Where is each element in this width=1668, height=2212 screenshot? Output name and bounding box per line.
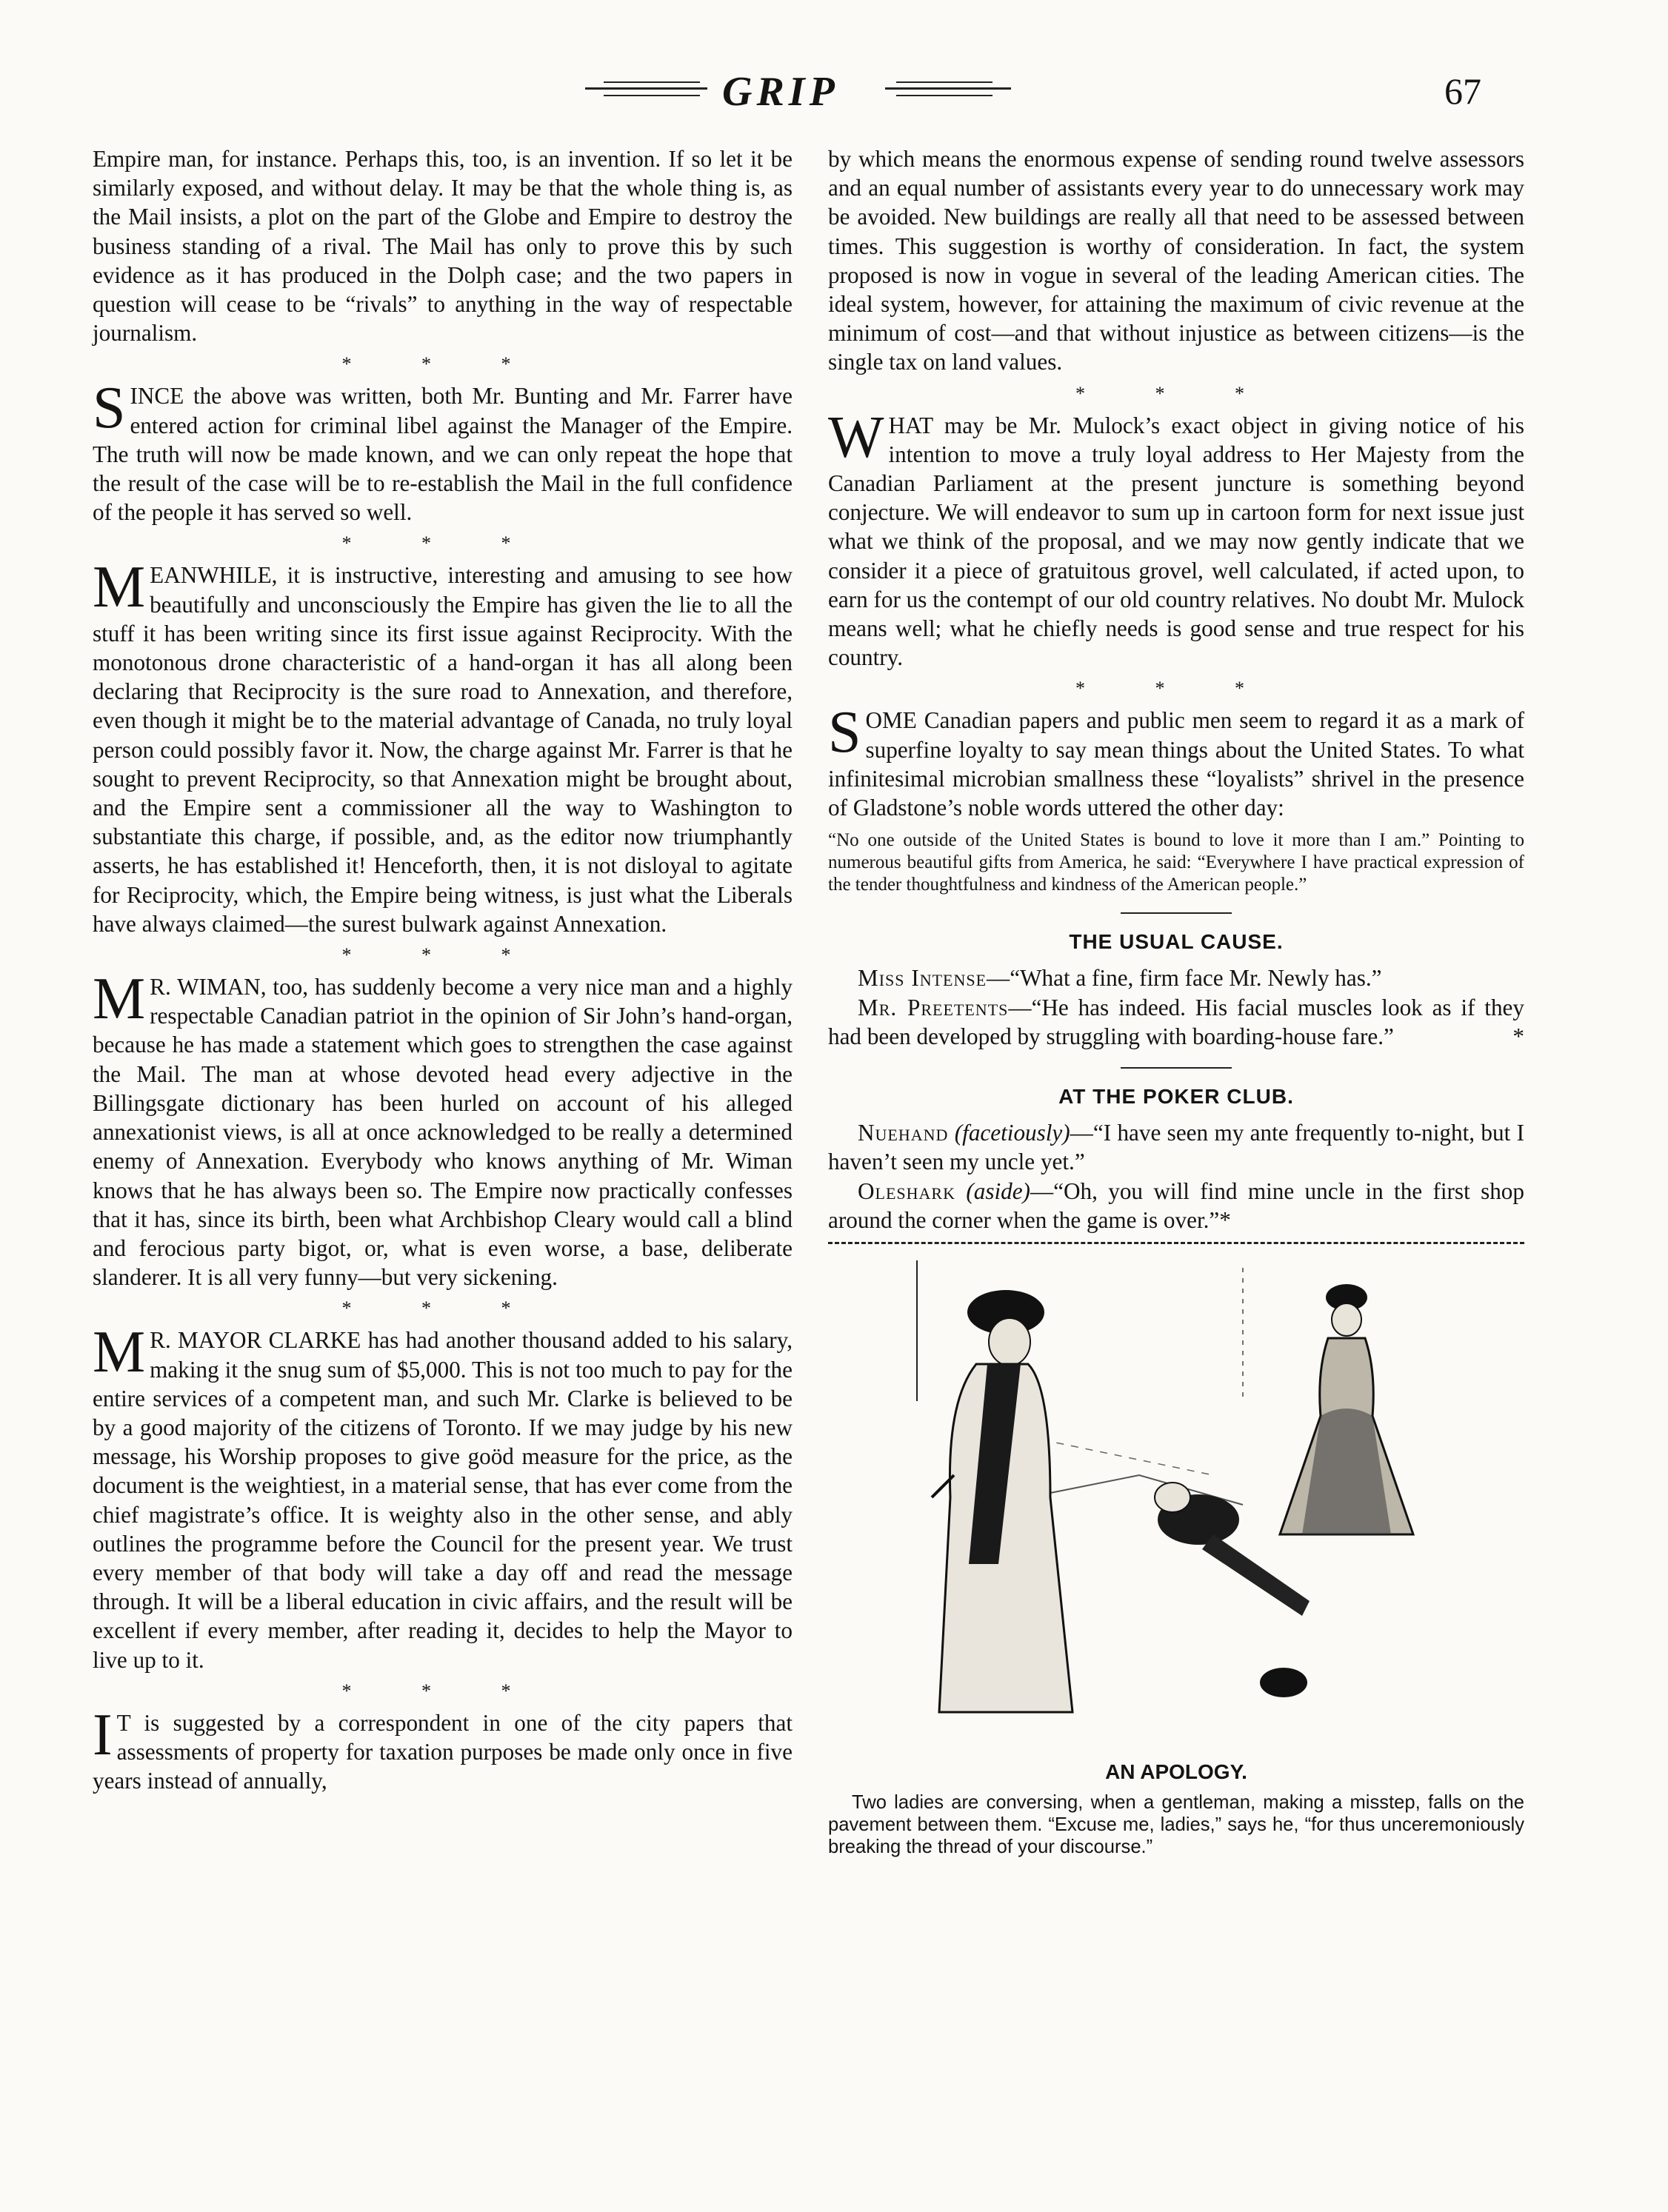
article-paragraph xyxy=(828,404,1524,672)
drop-cap: M xyxy=(93,1320,146,1386)
speaker-name: Oleshark xyxy=(858,1177,955,1204)
lady-head-right xyxy=(1332,1303,1361,1336)
paragraph-text: EANWHILE, it is instructive, interesting and amusing to see how beautifully and unconsciously the Empire has given the lie to all the stuff it has been writing since its first issue against Reciprocity. With the monotonous drone characteristic of a hand-organ it has all along been declaring that Reciprocity is the sure road to Annexation, and therefore, even though it might be to the material advantage of Canada, no truly loyal person could possibly favor it. Now, the charge against Mr. Farrer is that he sought to prevent Reciprocity, so that Annexation might be brought about, and the Empire sent a commissioner all the way to Washington to substantiate this charge, if possible, and, as the editor now triumphantly asserts, he has established it! Henceforth, then, it is not disloyal to agitate for Reciprocity, which, the Empire being witness, is just what the Liberals have always claimed—the surest bulwark against Annexation. xyxy=(93,562,793,937)
paragraph-text: R. MAYOR CLARKE has had another thousand added to his salary, making it the snug sum of $5,000. This is not too much to pay for the entire services of a competent man, and such Mr. Clarke is believed to be by a good majority of the citizens of Toronto. If we may judge by his new message, his Worship proposes to give goöd measure for the price, as the document is the weightiest, in a material sense, that has ever come from the chief magistrate’s office. It is weighty also in the other sense, and ably outlines the programme before the Council for the present year. We trust every member of that body will take a day off and read the message through. It will be a liberal education in civic affairs, and the result will be excellent if every member, after reading it, decides to help the Mayor to live up to it. xyxy=(93,1327,793,1673)
divider-rule xyxy=(1121,912,1232,914)
paragraph-text: OME Canadian papers and public men seem to regard it as a mark of superfine loyalty to say mean things about the United States. To what infinitesimal microbian smallness these “loyalists” shrivel in the presence of Gladstone’s noble words uttered the other day: xyxy=(828,707,1524,821)
lady-skirt-shading xyxy=(1302,1409,1391,1534)
apology-illustration xyxy=(828,1253,1524,1742)
paragraph-text: HAT may be Mr. Mulock’s exact object in giving notice of his intention to move a truly loyal address to Her Majesty from the Canadian Parliament at the present juncture is something beyond conjecture. We will endeavor to sum up in cartoon form for next issue just what we think of the proposal, and we may now gently indicate that we consider it a piece of gratuitous grovel, well calculated, if acted upon, to earn for us the contempt of our old country relatives. No doubt Mr. Mulock means well; what he chiefly needs is good sense and true respect for his country. xyxy=(828,412,1524,671)
dialogue-text: —“He has indeed. His facial muscles look as if they had been developed by struggling with boarding-house fare.” xyxy=(828,994,1524,1049)
speaker-name: Nuehand xyxy=(858,1120,949,1146)
dialogue-text: —“I have seen my ante frequently to-night, but I haven’t seen my uncle yet.” xyxy=(828,1120,1525,1175)
gladstone-quote: “No one outside of the United States is bound to love it more than I am.” Pointing to numerous beautiful gifts from America, he said: “Everywhere I have practical expression of the tender thoughtfulness and kindness of the American people.” xyxy=(828,830,1524,895)
dialogue-text: —“What a fine, firm face Mr. Newly has.” xyxy=(987,965,1382,992)
section-divider-stars: * * * xyxy=(341,353,544,375)
paragraph-text: Empire man, for instance. Perhaps this, too, is an invention. If so let it be similarly exposed, and without delay. It may be that the whole thing is, as the Mail insists, a plot on the part of the Globe and Empire to destroy the business standing of a rival. The Mail has only to prove this by such evidence as it has produced in the Dolph case; and the two papers in question will cease to be “rivals” to anything in the way of respectable journalism. xyxy=(93,146,793,347)
section-divider-stars: * * * xyxy=(1075,382,1277,404)
masthead-rule-left xyxy=(585,87,707,90)
stage-direction: (aside) xyxy=(966,1177,1030,1204)
speaker-name: Miss Intense xyxy=(858,965,987,992)
dialogue-line xyxy=(828,993,1524,1051)
masthead-rule-right xyxy=(885,87,1011,90)
right-column xyxy=(828,144,1524,1858)
article-paragraph xyxy=(828,144,1524,377)
section-divider-stars: * * * xyxy=(341,1680,544,1702)
article-paragraph xyxy=(93,966,793,1292)
drop-cap: I xyxy=(93,1702,113,1768)
article-paragraph xyxy=(93,375,793,527)
speaker-name: Mr. Preetents xyxy=(858,994,1009,1020)
article-paragraph xyxy=(93,1702,793,1796)
masthead-title: GRIP xyxy=(722,69,839,115)
article-paragraph xyxy=(93,1320,793,1674)
dialogue-line xyxy=(828,963,1524,992)
page-number: 67 xyxy=(1444,70,1481,112)
masthead xyxy=(0,65,1668,117)
poker-club-heading: AT THE POKER CLUB. xyxy=(1058,1085,1294,1109)
masthead-rule-left-thin xyxy=(604,81,700,83)
divider-rule xyxy=(1121,1067,1232,1069)
stage-direction: (facetiously) xyxy=(954,1120,1070,1146)
drop-cap: W xyxy=(828,404,884,470)
section-divider-stars: * * * xyxy=(341,532,544,555)
article-paragraph xyxy=(93,555,793,938)
drop-cap: S xyxy=(93,375,126,441)
section-divider-stars: * * * xyxy=(341,944,544,966)
section-divider-stars: * * * xyxy=(1075,678,1277,700)
fallen-hat-icon xyxy=(1260,1668,1307,1697)
end-mark: * xyxy=(1512,1023,1524,1049)
masthead-rule-right-thin2 xyxy=(896,95,993,96)
drop-cap: M xyxy=(93,966,146,1032)
article-paragraph xyxy=(93,144,793,347)
article-paragraph xyxy=(828,700,1524,822)
lady-head-left xyxy=(989,1318,1030,1366)
dialogue-text: —“Oh, you will find mine uncle in the first shop around the corner when the game is over.”* xyxy=(828,1177,1524,1233)
paragraph-text: T is suggested by a correspondent in one of the city papers that assessments of property for taxation purposes be made only once in five years instead of annually, xyxy=(93,1709,793,1794)
paragraph-text: by which means the enormous expense of sending round twelve assessors and an equal number of assistants every year to do unnecessary work may be avoided. New buildings are really all that need to be assessed between times. This suggestion is worthy of consideration. In fact, the system proposed is now in vogue in several of the leading American cities. The ideal system, however, for attaining the maximum of civic revenue at the minimum of cost—and that without injustice as between citizens—is the single tax on land values. xyxy=(828,146,1524,375)
dashed-rule xyxy=(828,1242,1524,1244)
illustration-caption: Two ladies are conversing, when a gentleman, making a misstep, falls on the pavement between them. “Excuse me, ladies,” says he, “for thus unceremoniously breaking the thread of your discourse.” xyxy=(828,1791,1524,1857)
dialogue-line xyxy=(828,1118,1524,1176)
drop-cap: M xyxy=(93,555,146,621)
illustration-title: AN APOLOGY. xyxy=(1105,1760,1247,1784)
paragraph-text: INCE the above was written, both Mr. Bunting and Mr. Farrer have entered action for criminal libel against the Manager of the Empire. The truth will now be made known, and we can only repeat the hope that the result of the case will be to re-establish the Mail in the full confidence of the people it has served so well. xyxy=(93,383,793,526)
paragraph-text: R. WIMAN, too, has suddenly become a very nice man and a highly respectable Canadian patriot in the opinion of Sir John’s hand-organ, because he has made a statement which goes to strengthen the case against the Mail. The man at whose devoted head every adjective in the Billingsgate dictionary has been hurled on account of his alleged annexationist views, is all at once acknowledged to be really a determined enemy of Annexation. Everybody who knows anything of Mr. Wiman knows that he has always been so. The Empire now practically confesses that it has, since its birth, been what Archbishop Cleary would call a blind and ferocious party bigot, or, what is even worse, a base, deliberate slanderer. It is all very funny—but very sickening. xyxy=(93,974,793,1291)
dialogue-line xyxy=(828,1177,1524,1234)
masthead-rule-right-thin xyxy=(896,81,993,83)
gentleman-legs xyxy=(1202,1534,1310,1616)
drop-cap: S xyxy=(828,700,861,766)
left-column xyxy=(93,144,793,1802)
masthead-rule-left-thin2 xyxy=(604,95,700,96)
section-divider-stars: * * * xyxy=(341,1297,544,1320)
gentleman-head xyxy=(1155,1483,1190,1512)
usual-cause-heading: THE USUAL CAUSE. xyxy=(1069,930,1284,954)
